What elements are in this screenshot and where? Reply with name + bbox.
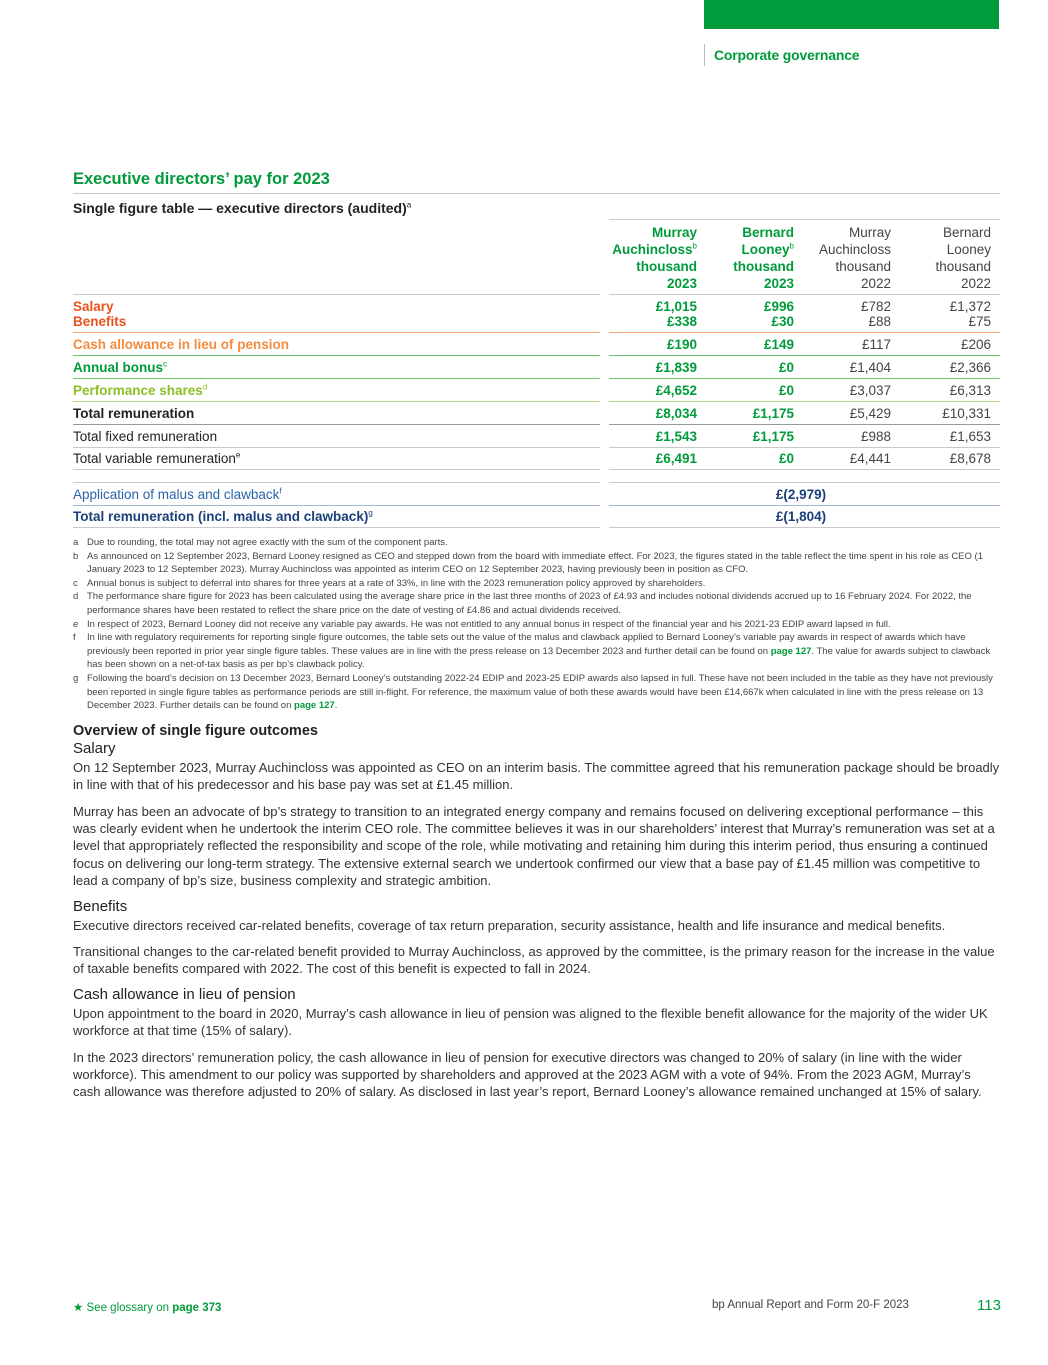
page-title: Executive directors’ pay for 2023	[73, 170, 1000, 194]
page-link[interactable]: page 127	[294, 700, 335, 712]
cell-value: £5,429	[803, 401, 900, 424]
paragraph: In the 2023 directors’ remuneration policy, the cash allowance in lieu of pension for executive directors was changed to 20% of salary (in line with the wider workforce). This amendment to our policy was supported by shareholders and approved at the 2023 AGM with a vote of 94%. From the 2023 AGM, Murray’s cash allowance was therefore adjusted to 20% of salary. As disclosed in last year’s report, Bernard Looney’s allowance remained unchanged at 15% of salary.	[73, 1049, 982, 1100]
paragraph: Murray has been an advocate of bp’s strategy to transition to an integrated energy company and remains focused on delivering exceptional performance – this was clearly evident when he undertook the interim CEO role. The committee believes it was in our shareholders’ interest that Murray’s remuneration was set at a level that appropriately reflected the responsibility and scope of the role, while motivating and retaining him during this interim period, thus ensuring a continued focus on delivering our long-term strategy. The extensive external search we undertook confirmed our view that a base pay of £1.45 million was competitive to lead a company of bp’s size, business complexity and strategic ambition.	[73, 803, 995, 889]
cell-value: £10,331	[900, 401, 1000, 424]
cell-value: £1,372	[900, 294, 1000, 314]
cell-value: £1,404	[803, 355, 900, 378]
paragraph: Upon appointment to the board in 2020, Murray’s cash allowance in lieu of pension was aligned to the flexible benefit allowance for the majority of the wider UK workforce at that time (15% of salary).	[73, 1005, 988, 1039]
row-label: Application of malus and clawback$^f$	[73, 482, 600, 505]
cell-value: £8,034	[609, 401, 706, 424]
cell-value: £190	[609, 332, 706, 355]
table-row	[73, 378, 1000, 401]
cell-value: £1,015	[609, 294, 706, 314]
table-header-row	[73, 219, 1000, 294]
footnote: a Due to rounding, the total may not agree exactly with the sum of the component parts.	[73, 537, 448, 548]
cell-value: £338	[666, 314, 697, 329]
cell-value: £88	[868, 314, 891, 329]
table-row	[73, 447, 1000, 470]
cell-value: £0	[706, 378, 803, 401]
cell-value: £1,543	[609, 424, 706, 447]
row-label: Benefits	[73, 314, 127, 329]
cell-value: £(2,979)	[609, 482, 1000, 505]
row-label: Salary	[73, 294, 600, 314]
page-link[interactable]: page 127	[770, 645, 812, 657]
row-label: Total remuneration (incl. malus and clawback)$^g$	[73, 505, 600, 528]
cell-value: £75	[968, 314, 991, 329]
column-header: Murray Auchincloss$^b$ thousand 2023	[609, 219, 706, 294]
cash-heading: Cash allowance in lieu of pension	[73, 985, 296, 1003]
footnote: e In respect of 2023, Bernard Looney did not receive any variable pay awards. He was not entitled to any annual bonus in respect of the financial year and his 2021-23 EDIP award lapsed in full.	[73, 618, 891, 630]
page-number: 113	[977, 1297, 1001, 1314]
row-label: Total fixed remuneration	[73, 424, 600, 447]
cell-value: £117	[803, 332, 900, 355]
report-title: bp Annual Report and Form 20-F 2023	[712, 1299, 909, 1311]
table-row	[73, 401, 1000, 424]
row-label: Total variable remuneration$^e$	[73, 447, 600, 470]
cell-value: £1,839	[609, 355, 706, 378]
footnote: b As announced on 12 September 2023, Bernard Looney resigned as CEO and stepped down from the board with immediate effect. For 2023, the figures stated in the table reflect the time spent in his role as CEO (1 January 2023 to 12 September 2023). Murray Auchincloss was appointed as interim CEO on 12 September 2023, having previously been in position as CFO.	[73, 550, 983, 576]
cell-value: £988	[803, 424, 900, 447]
salary-heading: Salary	[73, 739, 116, 757]
benefits-heading: Benefits	[73, 897, 128, 915]
column-header: Bernard Looney$^b$ thousand 2023	[706, 219, 803, 294]
table-row	[73, 332, 1000, 355]
row-label: Annual bonus$^c$	[73, 355, 600, 378]
glossary-link[interactable]: ★ See glossary on page 373	[73, 1302, 222, 1314]
cell-value: £0	[706, 447, 803, 470]
table-row	[73, 505, 1000, 528]
footnote: g Following the board’s decision on 13 December 2023, Bernard Looney’s outstanding 2022-24 EDIP and 2023-25 EDIP awards also lapsed in full. These have not been included in the table as they have not previously been reported in single figure tables as performance periods are still in-flight. For reference, the maximum value of both these awards would have been £14,667k when calculated in line with the press release on 13 December 2023. Further details can be found on page 127.	[73, 672, 993, 712]
star-icon: ★	[73, 1302, 84, 1314]
cell-value: £1,175	[706, 424, 803, 447]
table-row	[73, 294, 1000, 314]
column-header: Bernard Looney thousand 2022	[900, 219, 1000, 294]
paragraph: Executive directors received car-related benefits, coverage of tax return preparation, security assistance, health and life insurance and medical benefits.	[73, 917, 946, 933]
page-link[interactable]: page 373	[172, 1302, 222, 1314]
table-title: Single figure table — executive directors (audited)$^a$	[73, 200, 412, 216]
cell-value: £782	[803, 294, 900, 314]
cell-value: £30	[771, 314, 794, 329]
column-header: Murray Auchincloss thousand 2022	[803, 219, 900, 294]
paragraph: On 12 September 2023, Murray Auchincloss was appointed as CEO on an interim basis. The committee agreed that his remuneration package should be broadly in line with that of his predecessor and his base pay was set at £1.45 million.	[73, 759, 1000, 793]
table-row	[73, 482, 1000, 505]
cell-value: £0	[706, 355, 803, 378]
cell-value: £6,313	[900, 378, 1000, 401]
cell-value: £8,678	[900, 447, 1000, 470]
table-spacer	[73, 470, 1000, 482]
main-content	[73, 170, 1000, 1101]
cell-value: £(1,804)	[609, 505, 1000, 528]
table-row	[73, 424, 1000, 447]
cell-value: £6,491	[609, 447, 706, 470]
footnotes	[73, 536, 1000, 713]
single-figure-table	[73, 219, 1000, 528]
cell-value: £4,652	[609, 378, 706, 401]
cell-value: £4,441	[803, 447, 900, 470]
row-label: Total remuneration	[73, 401, 600, 424]
cell-value: £996	[706, 294, 803, 314]
row-label: Performance shares$^d$	[73, 378, 600, 401]
paragraph: Transitional changes to the car-related benefit provided to Murray Auchincloss, as approved by the committee, is the primary reason for the increase in the value of taxable benefits compared with 2022. The cost of this benefit is expected to fall in 2024.	[73, 943, 995, 977]
table-row	[73, 355, 1000, 378]
overview-heading: Overview of single figure outcomes	[73, 722, 318, 739]
cell-value: £2,366	[900, 355, 1000, 378]
row-label: Cash allowance in lieu of pension	[73, 332, 600, 355]
cell-value: £1,175	[706, 401, 803, 424]
table-row	[73, 314, 1000, 332]
footnote: c Annual bonus is subject to deferral into shares for three years at a rate of 33%, in line with the 2023 remuneration policy approved by shareholders.	[73, 577, 706, 589]
footnote: d The performance share figure for 2023 has been calculated using the average share price in the last three months of 2023 of £4.93 and includes notional dividends accrued up to 16 February 2024. For 2022, the performance shares have been restated to reflect the share price on the date of vesting of £4.86 and actual dividends received.	[73, 591, 972, 616]
header-accent-bar	[704, 0, 999, 29]
cell-value: £3,037	[803, 378, 900, 401]
footnote: f In line with regulatory requirements for reporting single figure outcomes, the table sets out the value of the malus and clawback applied to Bernard Looney’s variable pay awards in respect of awards which have previously been reported in prior year single figure tables. These values are in line with the press release on 13 December 2023 and further detail can be found on page 127. The value for awards subject to clawback has been shown on a net-of-tax basis as per bp’s clawback policy.	[73, 632, 991, 671]
cell-value: £149	[706, 332, 803, 355]
cell-value: £1,653	[900, 424, 1000, 447]
cell-value: £206	[900, 332, 1000, 355]
section-label: Corporate governance	[704, 44, 859, 66]
